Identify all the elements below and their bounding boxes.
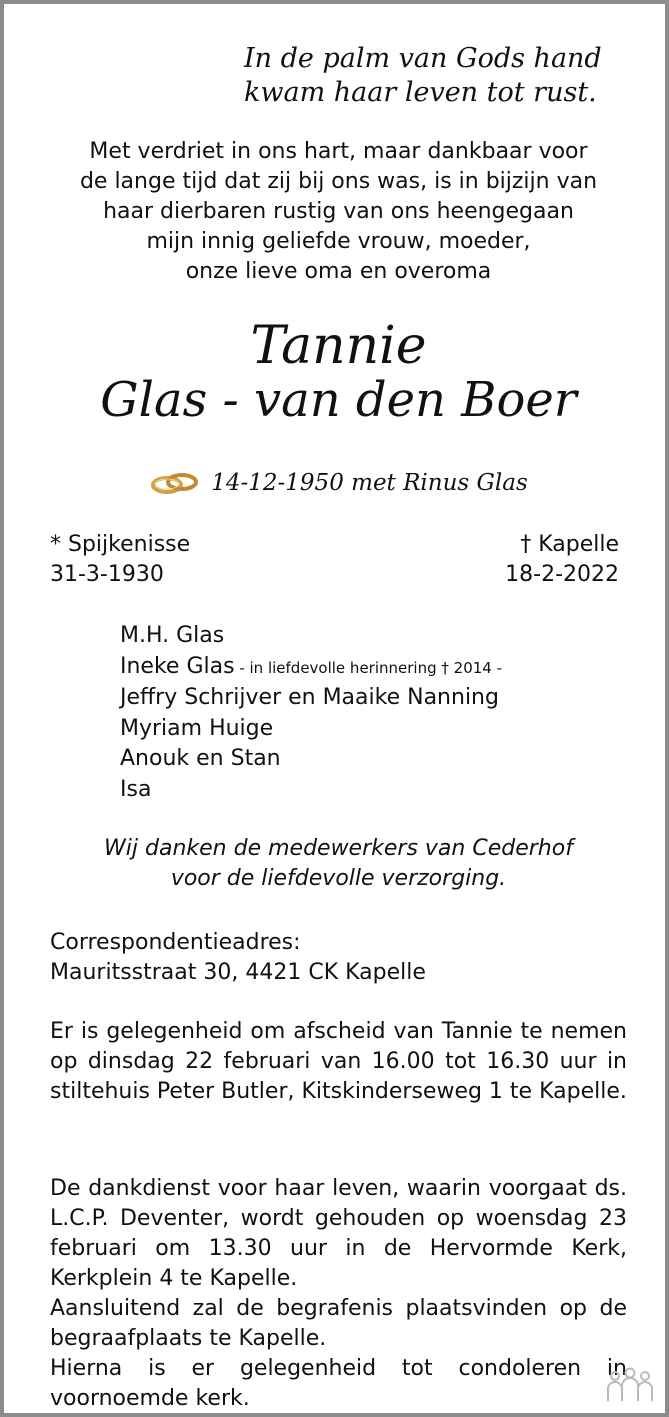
family-member-name: Ineke Glas bbox=[120, 653, 235, 679]
death-place: † Kapelle bbox=[520, 532, 619, 557]
thanks-text bbox=[4, 834, 669, 894]
birth-info bbox=[50, 530, 190, 590]
intro-text bbox=[34, 137, 643, 287]
correspondence-address: Mauritsstraat 30, 4421 CK Kapelle bbox=[50, 960, 426, 985]
quote bbox=[244, 42, 644, 110]
wedding-rings-icon bbox=[149, 470, 201, 496]
family-member bbox=[120, 652, 502, 684]
service-info bbox=[50, 1174, 627, 1414]
thanks-line: voor de liefdevolle verzorging. bbox=[170, 866, 507, 891]
visitation-info bbox=[50, 1017, 627, 1107]
birth-place: * Spijkenisse bbox=[50, 532, 191, 557]
intro-line: de lange tijd dat zij bij ons was, is in bijzijn van bbox=[79, 169, 598, 194]
intro-line: mijn innig geliefde vrouw, moeder, bbox=[146, 229, 531, 254]
memorial-note: - in liefdevolle herinnering † 2014 - bbox=[234, 658, 502, 677]
intro-line: onze lieve oma en overoma bbox=[185, 259, 492, 284]
people-icon bbox=[605, 1367, 655, 1403]
visitation-text: Er is gelegenheid om afscheid van Tannie te nemen op dinsdag 22 februari van 16.00 tot 16.30 uur in stiltehuis Peter Butler, Kitskinderseweg 1 te Kapelle. bbox=[50, 1019, 627, 1104]
family-member: Anouk en Stan bbox=[120, 746, 281, 771]
marriage-line bbox=[4, 468, 669, 504]
family-member: M.H. Glas bbox=[120, 623, 225, 648]
correspondence bbox=[50, 928, 627, 988]
correspondence-label: Correspondentieadres: bbox=[50, 930, 301, 955]
thanks-line: Wij danken de medewerkers van Cederhof bbox=[104, 836, 573, 861]
marriage-text: 14-12-1950 met Rinus Glas bbox=[211, 470, 528, 496]
first-name: Tannie bbox=[250, 316, 427, 376]
birth-date: 31-3-1930 bbox=[50, 562, 164, 587]
burial-text: Aansluitend zal de begrafenis plaatsvinden op de begraafplaats te Kapelle. bbox=[50, 1296, 627, 1351]
family-member: Isa bbox=[120, 776, 152, 802]
intro-line: Met verdriet in ons hart, maar dankbaar voor bbox=[89, 139, 588, 164]
family-member: Myriam Huige bbox=[120, 715, 274, 741]
service-text: De dankdienst voor haar leven, waarin voorgaat ds. L.C.P. Deventer, wordt gehouden op woensdag 23 februari om 13.30 uur in de Hervormde Kerk, Kerkplein 4 te Kapelle. bbox=[50, 1176, 627, 1291]
condolence-text: Hierna is er gelegenheid tot condoleren in voornoemde kerk. bbox=[50, 1356, 627, 1411]
family-member: Jeffry Schrijver en Maaike Nanning bbox=[120, 685, 499, 710]
death-date: 18-2-2022 bbox=[505, 562, 619, 587]
intro-line: haar dierbaren rustig van ons heengegaan bbox=[103, 199, 574, 224]
death-info bbox=[505, 530, 619, 590]
full-name: Glas - van den Boer bbox=[100, 372, 577, 428]
quote-line: In de palm van Gods hand bbox=[244, 43, 602, 74]
quote-line: kwam haar leven tot rust. bbox=[244, 77, 597, 108]
family-list bbox=[120, 621, 502, 805]
